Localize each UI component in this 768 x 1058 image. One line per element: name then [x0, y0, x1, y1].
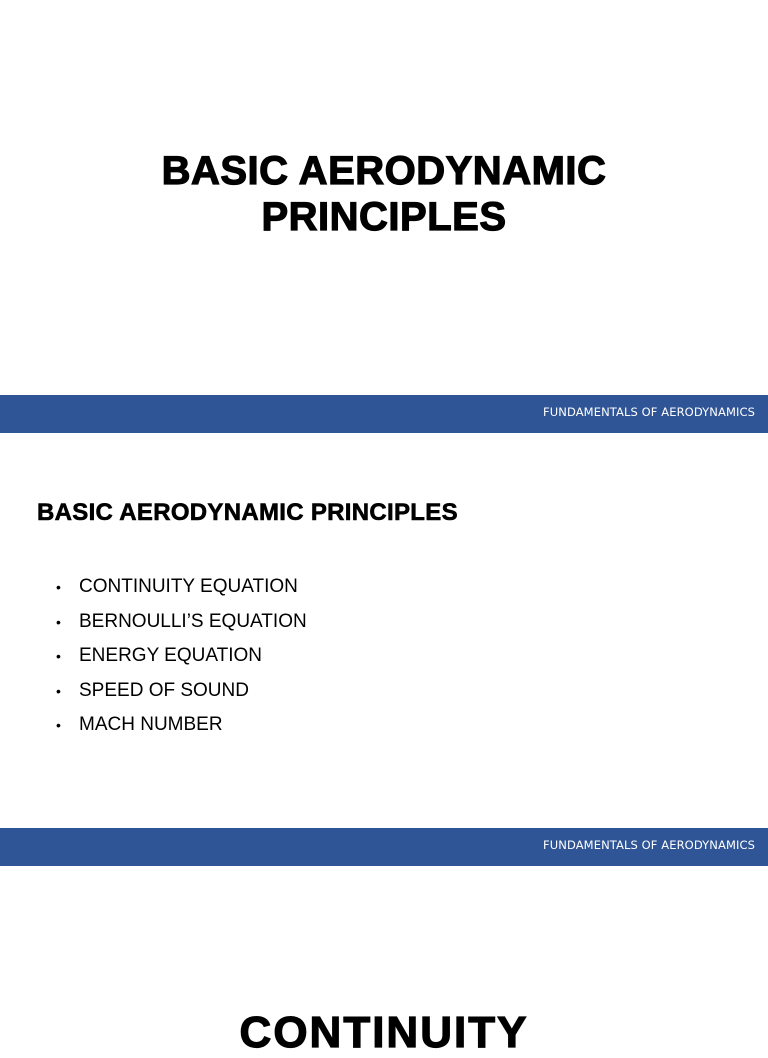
bullet-marker: •	[56, 579, 61, 595]
title-slide	[0, 0, 768, 395]
list-item	[56, 574, 307, 609]
list-item	[56, 712, 307, 747]
title-line-2: PRINCIPLES	[261, 195, 507, 239]
bullet-list	[56, 574, 307, 747]
next-slide-heading: CONTINUITY	[239, 1008, 529, 1057]
bullet-marker: •	[56, 613, 61, 630]
list-item	[56, 643, 307, 678]
bullet-marker: •	[56, 648, 61, 664]
title-slide-heading	[0, 148, 768, 240]
list-item-text: SPEED OF SOUND	[79, 679, 249, 701]
footer-bar	[0, 395, 768, 433]
section-heading: BASIC AERODYNAMIC PRINCIPLES	[37, 499, 458, 526]
footer-bar	[0, 828, 768, 866]
bullet-marker: •	[56, 717, 61, 733]
list-item-text: BERNOULLI’S EQUATION	[79, 610, 307, 632]
list-item-text: CONTINUITY EQUATION	[79, 576, 298, 597]
next-slide	[0, 866, 768, 1024]
list-item-text: MACH NUMBER	[79, 714, 223, 735]
footer-text: FUNDAMENTALS OF AERODYNAMICS	[543, 838, 755, 852]
list-item	[56, 609, 307, 644]
list-item-text: ENERGY EQUATION	[79, 645, 262, 666]
list-item	[56, 678, 307, 713]
bullet-marker: •	[56, 682, 61, 699]
footer-text: FUNDAMENTALS OF AERODYNAMICS	[543, 405, 755, 419]
title-line-1: BASIC AERODYNAMIC	[161, 149, 607, 193]
